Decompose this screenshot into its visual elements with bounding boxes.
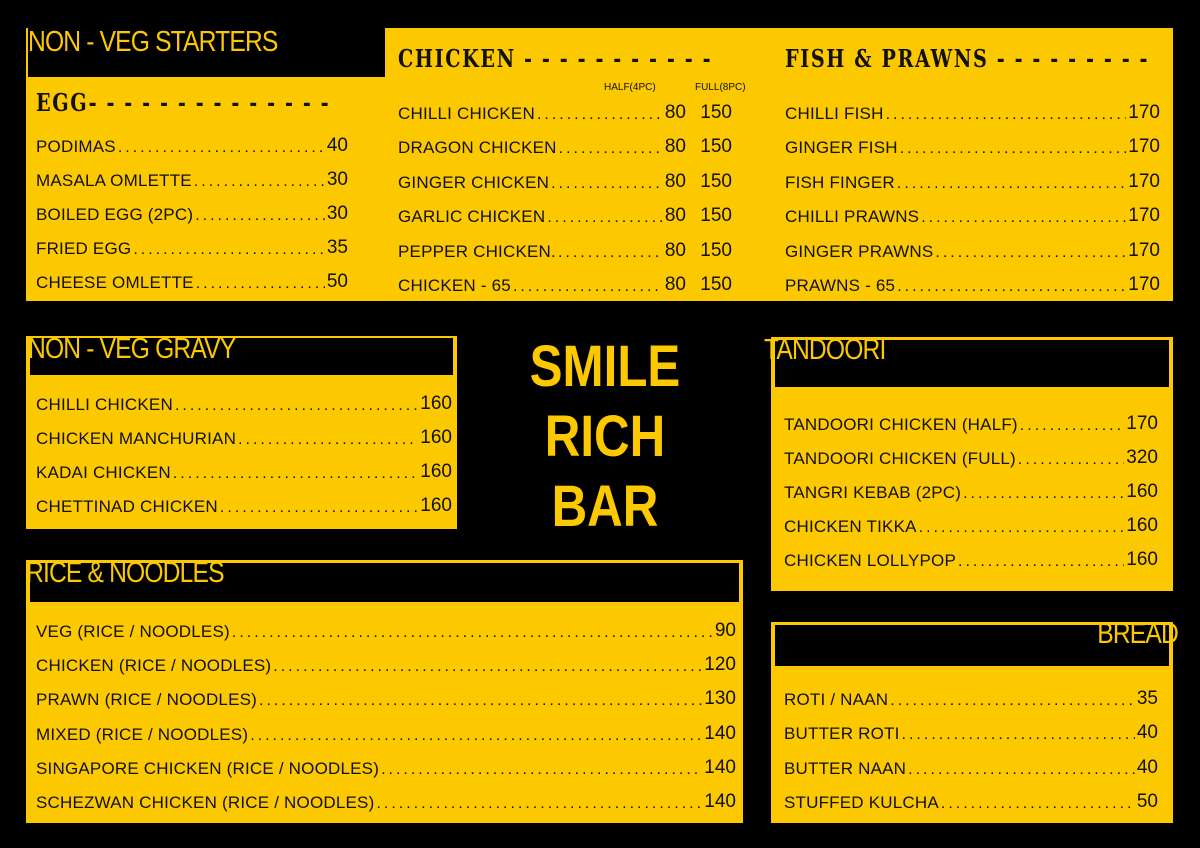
- item-name: TANDOORI CHICKEN (FULL): [784, 449, 1016, 468]
- item-price: 40: [1136, 756, 1158, 778]
- menu-item: [36, 425, 452, 449]
- item-price: 320: [1126, 447, 1158, 468]
- item-name: GARLIC CHICKEN: [398, 207, 546, 227]
- menu-item: [784, 720, 1158, 744]
- item-name: GINGER CHICKEN: [398, 172, 550, 192]
- item-price-half: 80: [664, 274, 686, 295]
- dot-leader: [133, 239, 325, 259]
- item-price-full: 150: [700, 274, 732, 295]
- dot-leader: [381, 759, 702, 779]
- item-name: GINGER PRAWNS: [785, 241, 934, 261]
- menu-item: [398, 134, 732, 158]
- item-price: 160: [1126, 549, 1158, 570]
- menu-item: [36, 686, 736, 710]
- dot-leader: [195, 205, 325, 225]
- item-name: TANGRI KEBAB (2PC): [784, 483, 962, 502]
- item-price-half: 80: [664, 170, 686, 192]
- menu-item: [36, 167, 348, 191]
- dot-leader: [902, 724, 1135, 744]
- item-price-full: 150: [700, 239, 732, 261]
- dot-leader: [897, 276, 1126, 296]
- item-price-half: 80: [664, 102, 686, 123]
- dot-leader: [273, 656, 702, 676]
- item-name: CHICKEN LOLLYPOP: [784, 551, 956, 570]
- menu-item: [36, 201, 348, 225]
- item-name: PODIMAS: [36, 137, 116, 156]
- dot-leader: [958, 551, 1124, 571]
- item-name: FISH FINGER: [785, 172, 895, 192]
- half-column-label: HALF(4PC): [604, 82, 656, 93]
- item-name: BOILED EGG (2PC): [36, 205, 194, 224]
- menu-item: [785, 238, 1160, 262]
- dot-leader: [220, 497, 418, 517]
- item-price: 140: [704, 791, 736, 812]
- item-name: SINGAPORE CHICKEN (RICE / NOODLES): [36, 758, 380, 778]
- item-name: FRIED EGG: [36, 239, 132, 258]
- item-price: 170: [1128, 136, 1160, 158]
- item-price: 35: [1136, 688, 1158, 709]
- item-price: 130: [704, 688, 736, 710]
- item-name: STUFFED KULCHA: [784, 792, 939, 812]
- dot-leader: [196, 273, 325, 293]
- menu-item: [785, 134, 1160, 158]
- item-name: GINGER FISH: [785, 138, 898, 158]
- menu-item: [36, 133, 348, 157]
- item-price: 140: [704, 756, 736, 778]
- menu-item: [398, 100, 732, 124]
- item-name: PRAWNS - 65: [785, 276, 896, 295]
- menu-item: [784, 755, 1158, 779]
- item-name: CHICKEN MANCHURIAN: [36, 429, 237, 448]
- menu-item: [36, 721, 736, 745]
- item-price-full: 150: [700, 102, 732, 123]
- dot-leader: [537, 104, 663, 124]
- menu-item: [784, 411, 1158, 435]
- menu-item: [36, 618, 736, 642]
- full-column-label: FULL(8PC): [695, 82, 746, 93]
- item-price-full: 150: [700, 205, 732, 227]
- item-price: 160: [1126, 481, 1158, 502]
- item-price-full: 150: [700, 136, 732, 158]
- item-name: MASALA OMLETTE: [36, 171, 192, 190]
- menu-item: [36, 789, 736, 813]
- item-price: 170: [1126, 413, 1158, 434]
- item-name: CHILLI CHICKEN: [36, 395, 173, 414]
- gravy-title: NON - VEG GRAVY: [28, 333, 236, 365]
- item-name: CHEESE OMLETTE: [36, 273, 194, 292]
- item-price: 170: [1128, 170, 1160, 192]
- item-name: MIXED (RICE / NOODLES): [36, 724, 249, 744]
- menu-item: [398, 238, 732, 262]
- egg-heading: EGG- - - - - - - - - - - - - -: [36, 88, 331, 117]
- item-price: 170: [1128, 205, 1160, 227]
- item-price: 50: [1136, 790, 1158, 812]
- item-price-full: 150: [700, 170, 732, 192]
- item-price: 170: [1128, 274, 1160, 295]
- item-price: 160: [420, 427, 452, 448]
- tandoori-title: TANDOORI: [764, 334, 886, 366]
- item-name: PRAWN (RICE / NOODLES): [36, 690, 258, 710]
- menu-item: [36, 652, 736, 676]
- item-price: 160: [420, 495, 452, 516]
- item-price: 140: [704, 722, 736, 744]
- dot-leader: [175, 395, 418, 415]
- dot-leader: [1018, 449, 1124, 469]
- item-name: TANDOORI CHICKEN (HALF): [784, 415, 1018, 434]
- item-price: 30: [326, 169, 348, 190]
- menu-item: [784, 789, 1158, 813]
- dot-leader: [900, 138, 1127, 158]
- dot-leader: [897, 173, 1126, 193]
- dot-leader: [238, 429, 418, 449]
- menu-item: [784, 686, 1158, 710]
- item-price: 120: [704, 654, 736, 676]
- item-name: BUTTER NAAN: [784, 758, 907, 778]
- item-price: 40: [1136, 722, 1158, 744]
- brand-line-1: SMILE: [529, 334, 681, 399]
- dot-leader: [941, 793, 1135, 813]
- menu-item: [36, 269, 348, 293]
- dot-leader: [558, 242, 663, 262]
- dot-leader: [559, 138, 663, 158]
- starters-title: NON - VEG STARTERS: [28, 26, 278, 58]
- dot-leader: [173, 463, 418, 483]
- item-name: ROTI / NAAN: [784, 690, 889, 709]
- item-name: CHILLI CHICKEN: [398, 104, 535, 123]
- dot-leader: [935, 242, 1126, 262]
- item-name: SCHEZWAN CHICKEN (RICE / NOODLES): [36, 793, 375, 812]
- item-price: 160: [1126, 515, 1158, 536]
- menu-item: [36, 493, 452, 517]
- item-price: 50: [326, 271, 348, 292]
- dot-leader: [259, 690, 702, 710]
- item-price: 30: [326, 203, 348, 224]
- dot-leader: [547, 207, 663, 227]
- brand-line-3: BAR: [551, 474, 659, 539]
- item-price-half: 80: [664, 136, 686, 158]
- dot-leader: [118, 137, 325, 157]
- menu-item: [36, 235, 348, 259]
- item-price: 160: [420, 461, 452, 482]
- menu-item: [785, 272, 1160, 296]
- fish-heading: FISH & PRAWNS - - - - - - - - -: [785, 44, 1150, 73]
- dot-leader: [250, 725, 702, 745]
- item-price: 40: [326, 135, 348, 156]
- item-name: VEG (RICE / NOODLES): [36, 622, 230, 641]
- dot-leader: [921, 207, 1126, 227]
- item-price: 170: [1128, 102, 1160, 123]
- item-price: 160: [420, 393, 452, 414]
- restaurant-name: [490, 332, 720, 542]
- item-name: CHICKEN - 65: [398, 276, 511, 295]
- dot-leader: [1020, 415, 1125, 435]
- dot-leader: [232, 622, 713, 642]
- dot-leader: [963, 483, 1124, 503]
- item-price: 170: [1128, 239, 1160, 261]
- item-name: CHILLI FISH: [785, 104, 884, 123]
- menu-item: [36, 391, 452, 415]
- menu-item: [36, 755, 736, 779]
- item-name: CHETTINAD CHICKEN: [36, 497, 218, 516]
- item-name: CHICKEN (RICE / NOODLES): [36, 656, 272, 676]
- item-price: 35: [326, 237, 348, 258]
- dot-leader: [513, 276, 663, 296]
- item-name: CHILLI PRAWNS: [785, 207, 920, 227]
- menu-item: [784, 513, 1158, 537]
- item-price-half: 80: [664, 239, 686, 261]
- menu-item: [36, 459, 452, 483]
- item-name: DRAGON CHICKEN: [398, 138, 557, 158]
- menu-item: [784, 547, 1158, 571]
- item-name: PEPPER CHICKEN.: [398, 241, 556, 261]
- dot-leader: [919, 517, 1125, 537]
- rice-title: RICE & NOODLES: [26, 557, 224, 589]
- dot-leader: [376, 793, 702, 813]
- dot-leader: [908, 759, 1135, 779]
- menu-item: [785, 203, 1160, 227]
- menu-item: [398, 169, 732, 193]
- item-name: CHICKEN TIKKA: [784, 517, 917, 536]
- dot-leader: [551, 173, 663, 193]
- brand-line-2: RICH: [544, 404, 666, 469]
- menu-item: [784, 445, 1158, 469]
- dot-leader: [886, 104, 1127, 124]
- item-name: BUTTER ROTI: [784, 724, 900, 744]
- menu-item: [784, 479, 1158, 503]
- chicken-heading: CHICKEN - - - - - - - - - - -: [398, 44, 713, 73]
- item-price-half: 80: [664, 205, 686, 227]
- menu-item: [398, 272, 732, 296]
- item-price: 90: [714, 620, 736, 641]
- menu-item: [785, 169, 1160, 193]
- dot-leader: [890, 690, 1135, 710]
- dot-leader: [194, 171, 325, 191]
- menu-item: [785, 100, 1160, 124]
- item-name: KADAI CHICKEN: [36, 463, 171, 482]
- menu-item: [398, 203, 732, 227]
- bread-title: BREAD: [1097, 618, 1178, 650]
